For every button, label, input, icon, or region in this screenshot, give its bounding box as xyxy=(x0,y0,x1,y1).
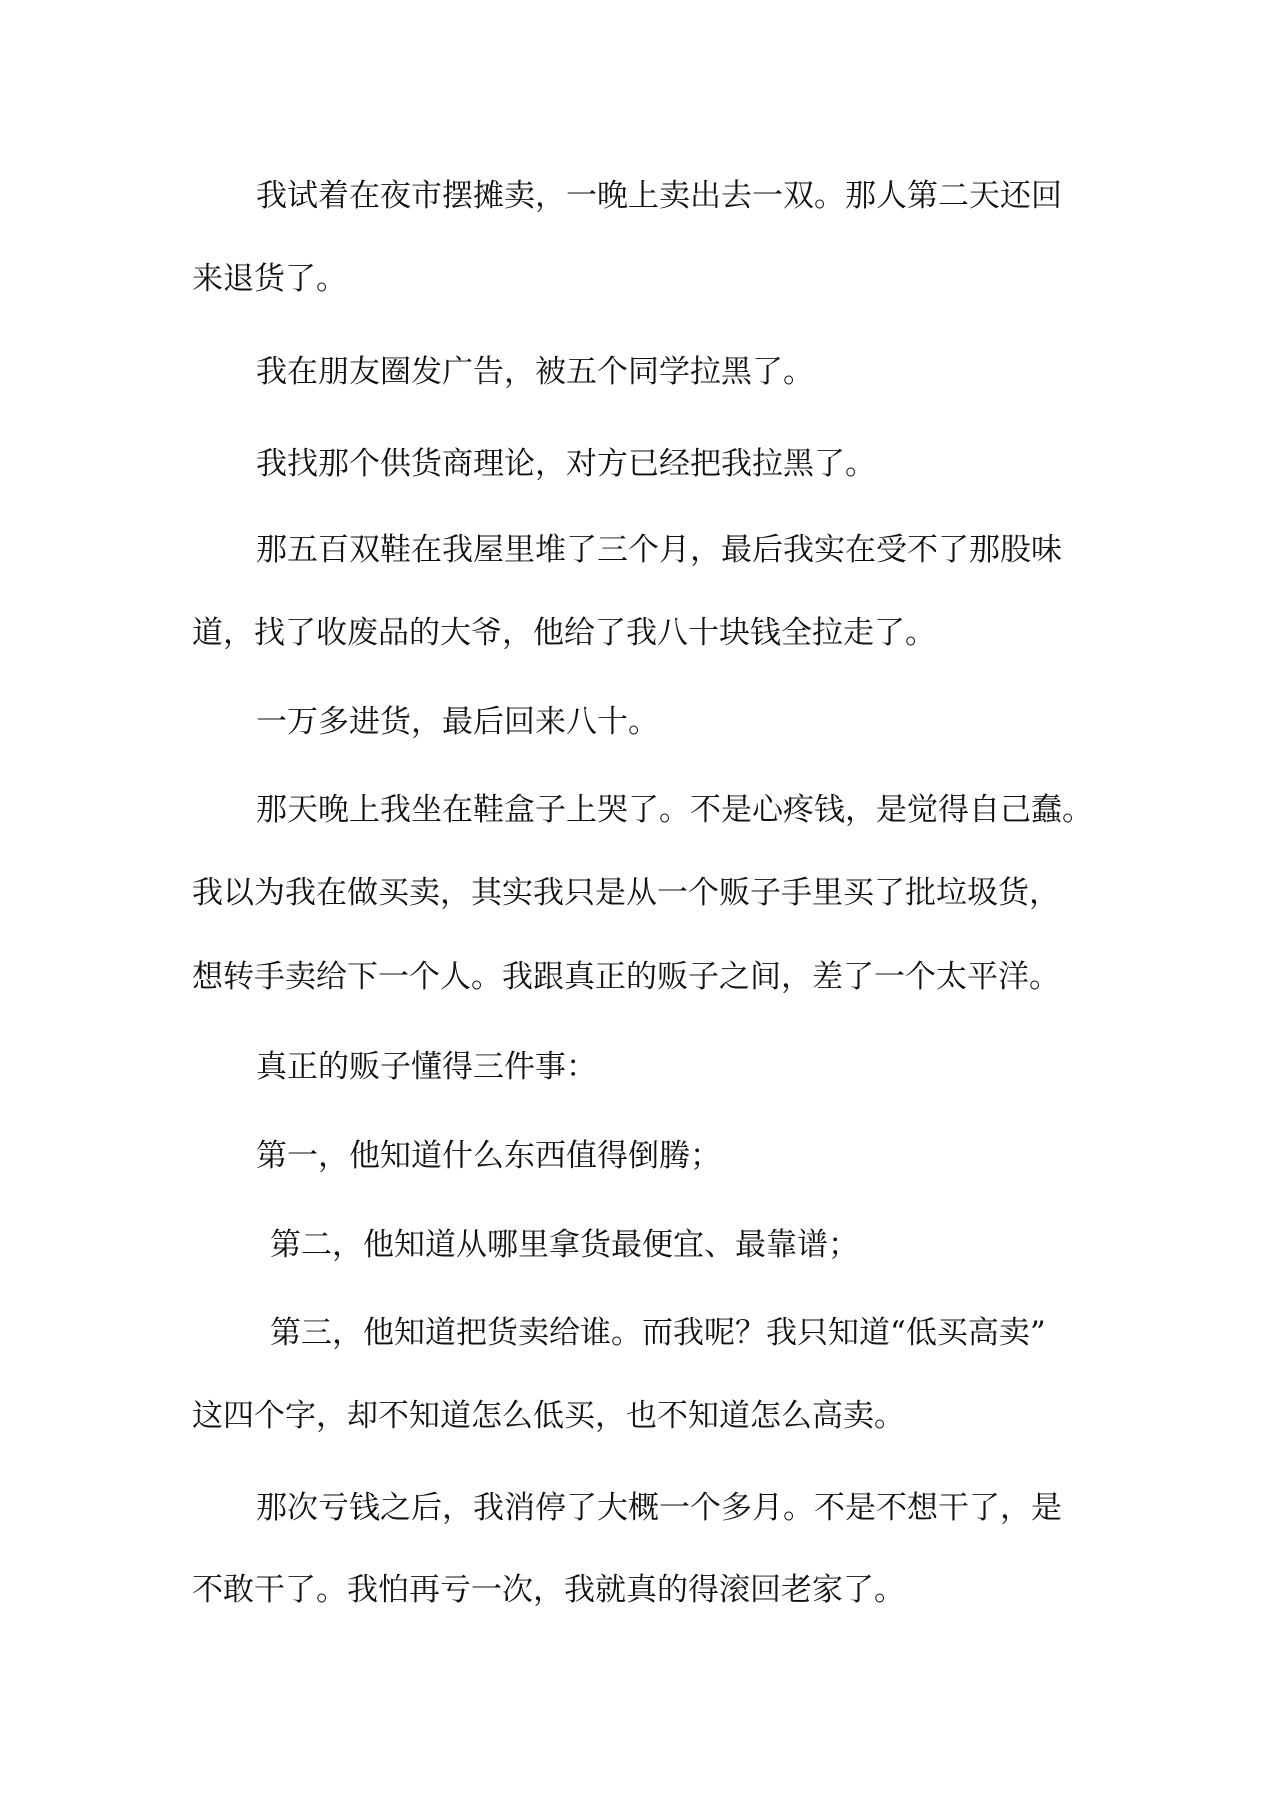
text-line: 道，找了收废品的大爷，他给了我八十块钱全拉走了。 xyxy=(192,615,936,651)
text-line: 这四个字，却不知道怎么低买，也不知道怎么高卖。 xyxy=(192,1398,905,1434)
text-line: 一万多进货，最后回来八十。 xyxy=(256,704,659,740)
text-line: 第二，他知道从哪里拿货最便宜、最靠谱； xyxy=(270,1227,859,1263)
text-line: 那天晚上我坐在鞋盒子上哭了。不是心疼钱，是觉得自己蠢。 xyxy=(256,792,1093,828)
text-line: 我找那个供货商理论，对方已经把我拉黑了。 xyxy=(256,446,876,482)
text-line: 那次亏钱之后，我消停了大概一个多月。不是不想干了，是 xyxy=(256,1490,1062,1526)
text-line: 我以为我在做买卖，其实我只是从一个贩子手里买了批垃圾货， xyxy=(192,875,1060,911)
text-line: 真正的贩子懂得三件事： xyxy=(256,1049,597,1085)
text-line: 我试着在夜市摆摊卖，一晚上卖出去一双。那人第二天还回 xyxy=(256,178,1062,214)
text-line: 不敢干了。我怕再亏一次，我就真的得滚回老家了。 xyxy=(192,1572,905,1608)
text-line: 我在朋友圈发广告，被五个同学拉黑了。 xyxy=(256,354,814,390)
text-line: 想转手卖给下一个人。我跟真正的贩子之间，差了一个太平洋。 xyxy=(192,959,1060,995)
text-line: 第三，他知道把货卖给谁。而我呢？我只知道“低买高卖” xyxy=(270,1315,1046,1351)
text-line: 那五百双鞋在我屋里堆了三个月，最后我实在受不了那股味 xyxy=(256,532,1062,568)
text-line: 来退货了。 xyxy=(192,261,347,297)
text-line: 第一，他知道什么东西值得倒腾； xyxy=(256,1138,721,1174)
